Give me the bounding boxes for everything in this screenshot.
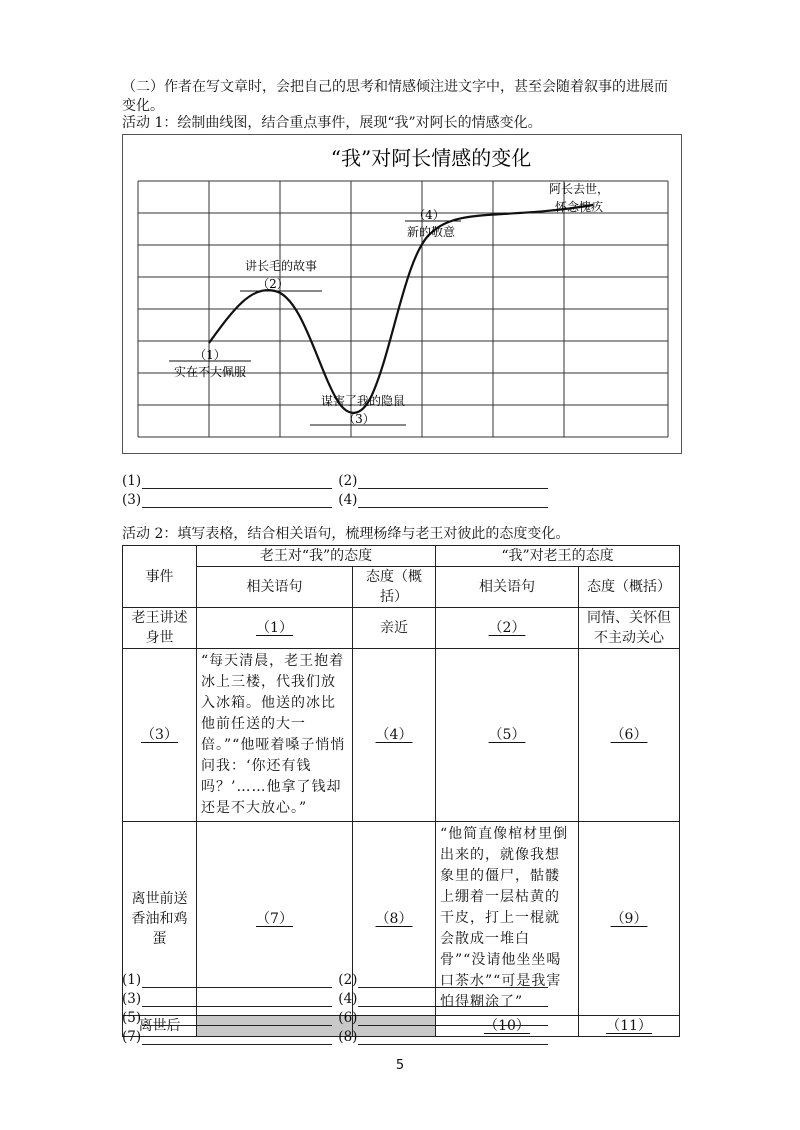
answer-blank[interactable]	[142, 1030, 332, 1045]
emotion-chart	[122, 134, 682, 454]
answer-blank[interactable]	[358, 973, 548, 988]
label-5-text-1: 阿长去世，	[548, 182, 610, 196]
answer-row	[122, 991, 548, 1007]
answer-blank[interactable]	[358, 493, 548, 508]
answer-label: (7)	[122, 1029, 142, 1045]
cell-blank: （7）	[197, 822, 353, 1016]
cell-event: 离世后	[123, 1016, 197, 1037]
header-attitude: 态度（概括）	[579, 567, 680, 608]
header-laowang: 老王对“我”的态度	[197, 546, 436, 567]
answer-label: (1)	[122, 473, 142, 489]
cell-quote: “他简直像棺材里倒出来的，就像我想象里的僵尸，骷髅上绷着一层枯黄的干皮，打上一棍就会散成一堆白骨”“没请他坐坐喝口茶水”“可是我害怕得糊涂了”	[436, 822, 579, 1016]
cell-attitude: 同情、关怀但不主动关心	[579, 608, 680, 649]
cell-blank: （2）	[436, 608, 579, 649]
label-2-num: （2）	[257, 277, 289, 291]
answer-blank[interactable]	[358, 992, 548, 1007]
label-4-text: 新的敬意	[406, 225, 456, 239]
chart-title: “我”对阿长情感的变化	[330, 146, 532, 170]
intro-line-1: （二）作者在写文章时，会把自己的思考和情感倾注进文字中，甚至会随着叙事的进展而	[122, 79, 668, 95]
cell-event: 离世前送香油和鸡蛋	[123, 822, 197, 1016]
cell-quote: “每天清晨，老王抱着冰上三楼，代我们放入冰箱。他送的冰比他前任送的大一倍。”“他哑着嗓子悄悄问我：‘你还有钱吗？’……他拿了钱却还是不大放心。”	[197, 649, 353, 822]
answer-row	[122, 972, 548, 988]
answer-blank[interactable]	[358, 474, 548, 489]
cell-blank: （1）	[197, 608, 353, 649]
header-event: 事件	[123, 546, 197, 608]
emotion-chart-svg	[123, 135, 681, 453]
page-number: 5	[395, 1058, 405, 1073]
cell-event: 老王讲述身世	[123, 608, 197, 649]
answer-label: (3)	[122, 991, 142, 1007]
cell-blank: （10）	[436, 1016, 579, 1037]
label-2-text: 讲长毛的故事	[244, 259, 318, 273]
cell-attitude: 亲近	[353, 608, 436, 649]
label-3-text: 谋害了我的隐鼠	[320, 394, 406, 408]
header-me: “我”对老王的态度	[436, 546, 680, 567]
answer-row	[122, 1010, 548, 1026]
answer-label: (2)	[338, 972, 358, 988]
answer-label: (2)	[338, 473, 358, 489]
answer-label: (8)	[338, 1029, 358, 1045]
label-1-text: 实在不大佩服	[173, 365, 247, 379]
answer-blank[interactable]	[142, 973, 332, 988]
answer-label: (1)	[122, 972, 142, 988]
header-attitude: 态度（概括）	[353, 567, 436, 608]
answer-blank[interactable]	[142, 474, 332, 489]
answer-row	[122, 492, 548, 508]
answer-blank[interactable]	[142, 493, 332, 508]
activity2-heading: 活动 2：填写表格，结合相关语句，梳理杨绛与老王对彼此的态度变化。	[122, 526, 570, 542]
cell-blank: （5）	[436, 649, 579, 822]
answer-label: (4)	[338, 991, 358, 1007]
cell-blank: （11）	[579, 1016, 680, 1037]
label-3-num: （3）	[343, 412, 375, 426]
cell-blank: （8）	[353, 822, 436, 1016]
label-1-num: （1）	[194, 348, 226, 362]
answer-label: (5)	[122, 1010, 142, 1026]
answer-label: (3)	[122, 492, 142, 508]
answer-blank[interactable]	[142, 1011, 332, 1026]
answer-row	[122, 473, 548, 489]
answer-blank[interactable]	[358, 1030, 548, 1045]
cell-blank: （3）	[123, 649, 197, 822]
answer-blank[interactable]	[358, 1011, 548, 1026]
intro-line-2: 变化。	[122, 98, 164, 114]
activity1-heading: 活动 1：绘制曲线图，结合重点事件，展现“我”对阿长的情感变化。	[122, 115, 542, 131]
label-5-text-2: 怀念愧疚	[554, 200, 604, 214]
answer-blank[interactable]	[142, 992, 332, 1007]
label-4-num: （4）	[413, 208, 445, 222]
cell-blank: （4）	[353, 649, 436, 822]
answer-label: (6)	[338, 1010, 358, 1026]
header-sentence: 相关语句	[436, 567, 579, 608]
cell-blank: （9）	[579, 822, 680, 1016]
attitude-table	[122, 545, 680, 1037]
answer-row	[122, 1029, 548, 1045]
header-sentence: 相关语句	[197, 567, 353, 608]
cell-blank: （6）	[579, 649, 680, 822]
answer-label: (4)	[338, 492, 358, 508]
